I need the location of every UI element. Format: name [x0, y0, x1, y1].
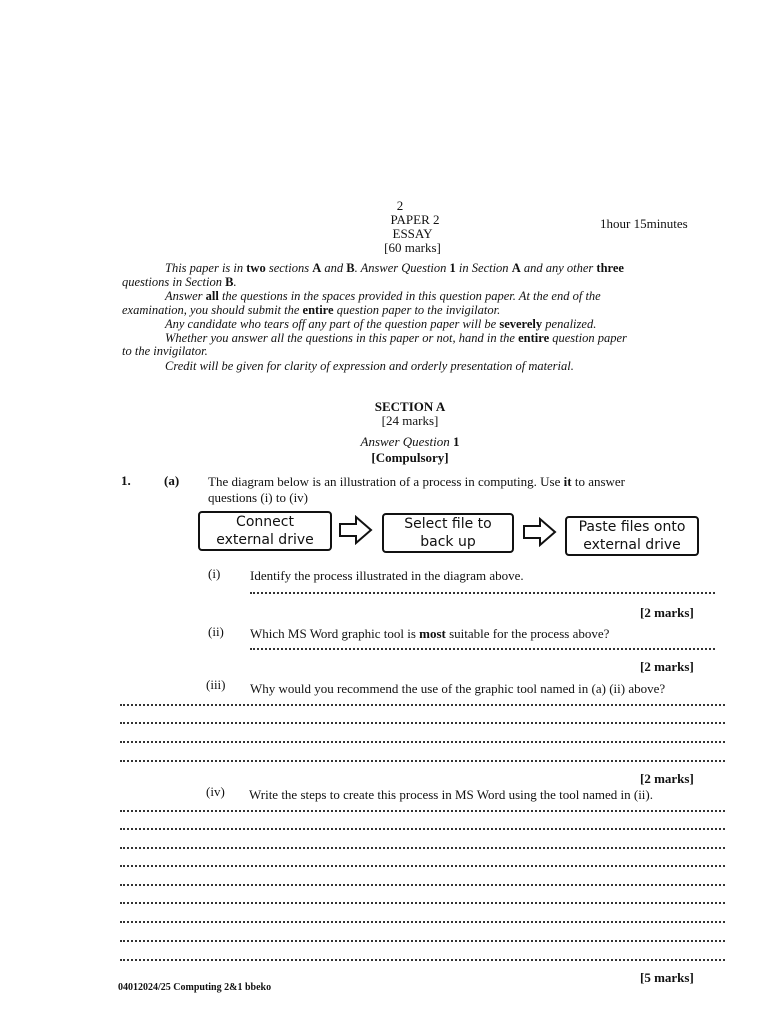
- answer-line[interactable]: [120, 884, 725, 886]
- instruction-line-5: Any candidate who tears off any part of the question paper will be severely penalized.: [165, 317, 597, 331]
- diagram-box-connect: Connect external drive: [198, 511, 332, 551]
- sub-question-iii-label: (iii): [206, 677, 226, 692]
- section-compulsory: [Compulsory]: [371, 450, 449, 465]
- sub-question-iv-marks: [5 marks]: [640, 970, 694, 985]
- question-intro-line-2: questions (i) to (iv): [208, 490, 309, 505]
- sub-question-i-marks: [2 marks]: [640, 605, 694, 620]
- paper-marks: [60 marks]: [384, 240, 441, 255]
- answer-line[interactable]: [120, 847, 725, 849]
- instruction-line-7: to the invigilator.: [122, 344, 208, 358]
- instruction-line-1: This paper is in two sections A and B. Answer Question 1 in Section A and any other three: [165, 261, 624, 275]
- answer-line[interactable]: [120, 959, 725, 961]
- answer-line[interactable]: [120, 828, 725, 830]
- footer-code: 04012024/25 Computing 2&1 bbeko: [118, 982, 272, 993]
- paper-title: PAPER 2: [390, 212, 440, 227]
- answer-line[interactable]: [120, 865, 725, 867]
- sub-question-ii-marks: [2 marks]: [640, 659, 694, 674]
- section-title: SECTION A: [374, 399, 446, 414]
- answer-line[interactable]: [120, 760, 725, 762]
- answer-line[interactable]: [120, 810, 725, 812]
- question-intro: The diagram below is an illustration of a process in computing. Use it to answer: [208, 474, 626, 489]
- answer-line[interactable]: [120, 940, 725, 942]
- arrow-right-icon: [522, 517, 558, 547]
- sub-question-iii-marks: [2 marks]: [640, 771, 694, 786]
- instruction-line-2: questions in Section B.: [122, 275, 237, 289]
- answer-line[interactable]: [120, 741, 725, 743]
- sub-question-ii-text: Which MS Word graphic tool is most suitable for the process above?: [250, 626, 610, 641]
- sub-question-iv-label: (iv): [206, 784, 225, 799]
- answer-line[interactable]: [250, 592, 715, 594]
- diagram-box-paste: Paste files onto external drive: [565, 516, 699, 556]
- answer-line[interactable]: [120, 902, 725, 904]
- instruction-line-6: Whether you answer all the questions in this paper or not, hand in the entire question paper: [165, 331, 627, 345]
- diagram-box-select: Select file to back up: [382, 513, 514, 553]
- question-number: 1.: [121, 473, 131, 488]
- paper-duration: 1hour 15minutes: [600, 216, 688, 231]
- instruction-line-4: examination, you should submit the entire question paper to the invigilator.: [122, 303, 501, 317]
- answer-line[interactable]: [250, 648, 715, 650]
- instruction-line-3: Answer all the questions in the spaces provided in this question paper. At the end of the: [165, 289, 601, 303]
- question-part: (a): [164, 473, 180, 488]
- sub-question-i-text: Identify the process illustrated in the diagram above.: [250, 568, 524, 583]
- section-answer-instruction: Answer Question 1: [360, 434, 460, 449]
- page-number: 2: [396, 198, 404, 213]
- sub-question-ii-label: (ii): [208, 624, 224, 639]
- arrow-right-icon: [338, 515, 374, 545]
- sub-question-i-label: (i): [208, 566, 221, 581]
- section-marks: [24 marks]: [381, 413, 439, 428]
- sub-question-iv-text: Write the steps to create this process in MS Word using the tool named in (ii).: [249, 787, 654, 802]
- paper-type: ESSAY: [392, 226, 433, 241]
- answer-line[interactable]: [120, 722, 725, 724]
- sub-question-iii-text: Why would you recommend the use of the graphic tool named in (a) (ii) above?: [250, 681, 666, 696]
- answer-line[interactable]: [120, 921, 725, 923]
- instruction-line-8: Credit will be given for clarity of expression and orderly presentation of material.: [165, 359, 574, 373]
- answer-line[interactable]: [120, 704, 725, 706]
